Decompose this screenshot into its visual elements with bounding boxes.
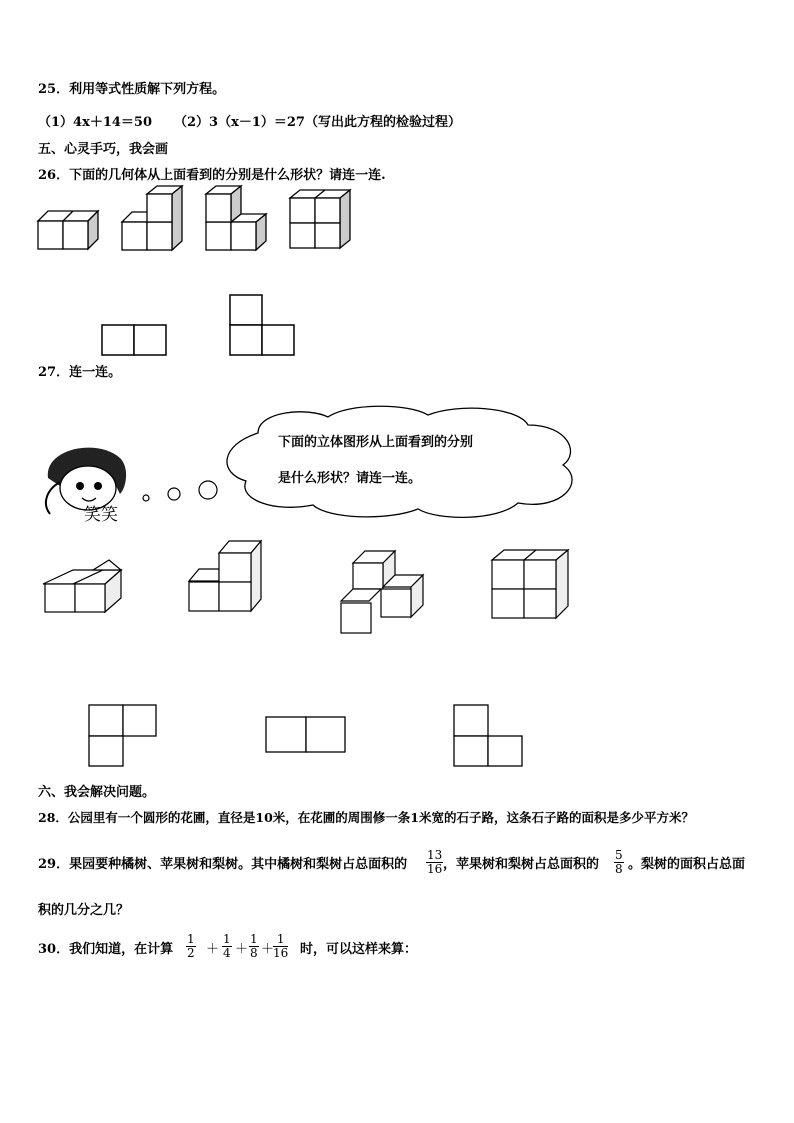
q30-fraction-2	[222, 933, 232, 960]
q25-equation-1: （1）4x＋14＝50	[38, 115, 153, 130]
q30-text-part1: 30．我们知道，在计算	[38, 942, 174, 957]
q27-top-view-3	[453, 704, 525, 768]
section-5-heading: 五、心灵手巧，我会画	[38, 142, 169, 157]
q29-text-line2: 积的几分之几？	[38, 903, 130, 918]
q29-fraction-2	[614, 849, 624, 876]
q29-fraction-1	[426, 849, 443, 876]
q30-fraction-2-numerator: 1	[223, 932, 231, 946]
q29-fraction-1-denominator: 16	[427, 862, 443, 876]
q27-solid-1	[43, 556, 123, 614]
plus-sign: ＋	[206, 942, 220, 957]
q26-title: 26．下面的几何体从上面看到的分别是什么形状？请连一连.	[38, 168, 386, 183]
q30-fraction-3-denominator: 8	[250, 946, 258, 960]
q28-text: 28．公园里有一个圆形的花圃，直径是10米，在花圃的周围修一条1米宽的石子路，这条石子路的面积是多少平方米？	[38, 810, 694, 825]
q30-fraction-1-denominator: 2	[187, 946, 195, 960]
q25-title: 25．利用等式性质解下列方程。	[38, 82, 226, 97]
q27-solid-2	[189, 539, 265, 613]
q27-top-view-1	[88, 704, 158, 768]
q29-fraction-1-numerator: 13	[427, 848, 443, 862]
q29-fraction-2-denominator: 8	[615, 862, 623, 876]
bubble-text-line-1: 下面的立体图形从上面看到的分别	[278, 435, 474, 450]
q27-solid-3	[339, 549, 429, 635]
girl-label: 笑笑	[84, 505, 118, 525]
q26-solid-1	[38, 207, 100, 251]
q29-text-part2: ，苹果树和梨树占总面积的	[443, 857, 600, 872]
q26-solid-3	[206, 186, 268, 252]
q30-fraction-4-denominator: 16	[273, 946, 289, 960]
q29-fraction-2-numerator: 5	[615, 848, 623, 862]
q29-text-part1: 29．果园要种橘树、苹果树和梨树。其中橘树和梨树占总面积的	[38, 857, 408, 872]
q26-top-view-1	[101, 324, 167, 358]
q29-text-part3: 。梨树的面积占总面	[628, 857, 746, 872]
q30-fraction-4	[273, 933, 288, 960]
q30-fraction-3	[249, 933, 259, 960]
section-6-heading: 六、我会解决问题。	[38, 785, 156, 800]
q30-fraction-2-denominator: 4	[223, 946, 231, 960]
q30-fraction-1-numerator: 1	[187, 932, 195, 946]
q30-fraction-1	[186, 933, 196, 960]
plus-sign: ＋	[261, 942, 275, 957]
q26-solid-4	[290, 190, 352, 252]
q26-solid-2	[122, 186, 184, 252]
q25-equation-2: （2）3（x－1）＝27（写出此方程的检验过程）	[174, 115, 461, 130]
plus-sign: ＋	[235, 942, 249, 957]
q27-top-view-2	[265, 716, 347, 754]
bubble-text-line-2: 是什么形状？请连一连。	[278, 471, 422, 486]
q27-solid-4	[492, 548, 572, 620]
q30-text-part2: 时，可以这样来算：	[300, 942, 418, 957]
thought-bubble	[218, 403, 583, 521]
q26-top-view-2	[229, 294, 295, 358]
q30-fraction-4-numerator: 1	[273, 933, 288, 947]
q30-fraction-3-numerator: 1	[250, 932, 258, 946]
thought-bubble-dots	[138, 478, 222, 504]
q27-title: 27．连一连。	[38, 365, 122, 380]
